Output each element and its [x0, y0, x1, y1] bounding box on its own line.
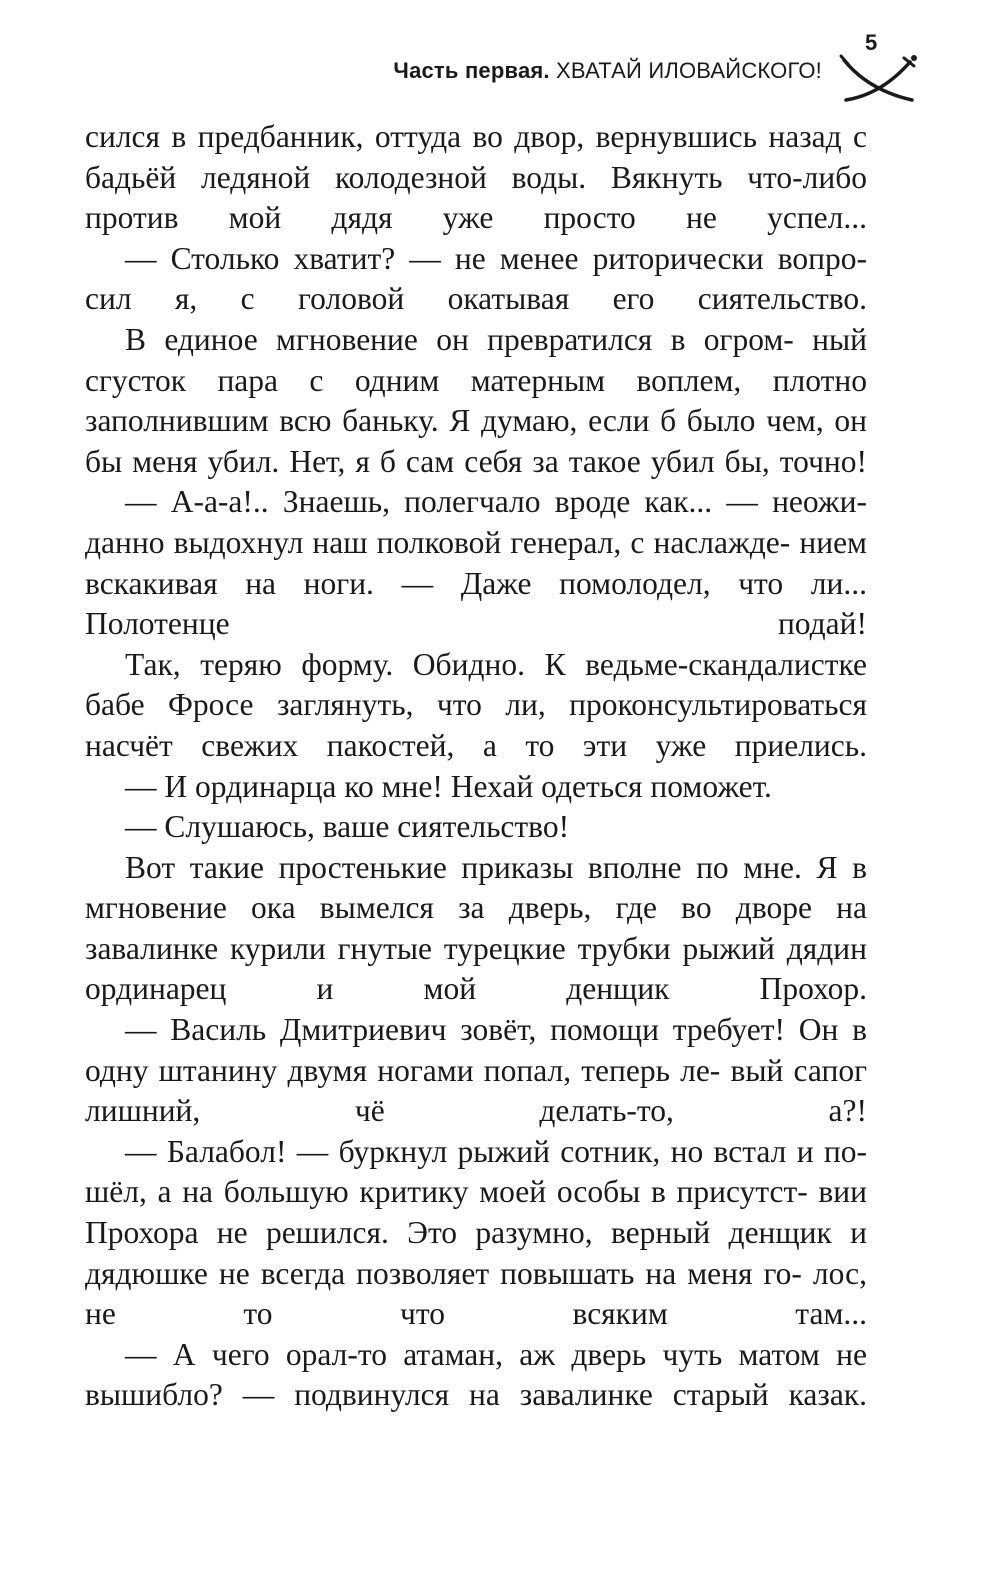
text-line: ный сгусток пара с одним матерным воплем, плотно [85, 321, 867, 398]
text-line: насчёт свежих пакостей, а то эти уже приелись. [85, 727, 867, 763]
text-line: и дядюшке не всегда позволяет повышать на меня го- [85, 1215, 868, 1291]
text-line: — А чего орал-то атаман, аж дверь чуть матом [125, 1336, 820, 1372]
text-line: Я в мгновение ока вымелся за дверь, где во дворе [85, 849, 867, 926]
paragraph [85, 645, 867, 767]
text-line: он бы меня убил. Нет, я б сам себя за такое убил бы, [85, 403, 867, 479]
text-line: на завалинке курили гнутые турецкие трубки рыжий [85, 890, 867, 966]
paragraph [85, 1010, 867, 1132]
paragraph [85, 848, 867, 1010]
crossed-sabers-icon [838, 50, 920, 104]
text-line: Он в одну штанину двумя ногами попал, теперь ле- [85, 1012, 867, 1088]
paragraph [85, 239, 867, 320]
paragraph [85, 767, 867, 808]
text-line: сился в предбанник, оттуда во двор, вернувшись назад [85, 119, 842, 154]
text-line: — И ординарца ко мне! Нехай одеться поможет. [125, 768, 772, 804]
running-head [393, 58, 822, 84]
part-label: Часть первая. [393, 58, 550, 83]
text-line: вии Прохора не решился. Это разумно, верный денщик [85, 1174, 868, 1251]
text-line: данно выдохнул наш полковой генерал, с наслажде- [85, 524, 791, 560]
paragraph [85, 1335, 867, 1416]
text-line: Так, теряю форму. Обидно. К ведьме-скандалистке [125, 646, 867, 682]
paragraph [85, 117, 867, 239]
text-line: дядин ординарец и мой денщик Прохор. [85, 930, 868, 1007]
text-line: заполнившим всю баньку. Я думаю, если б было чем, [85, 403, 824, 439]
text-line: — Столько хватит? — не менее риторически вопро- [125, 240, 867, 276]
body-text [85, 117, 867, 1416]
text-line: шёл, а на большую критику моей особы в присутст- [85, 1174, 808, 1210]
text-line: против мой дядя уже просто не успел... [85, 200, 867, 236]
text-line: с бадьёй ледяной колодезной воды. Вякнуть что-либо [85, 119, 867, 195]
text-line: нием вскакивая на ноги. — Даже помолодел, что ли... [85, 524, 867, 601]
text-line: лос, не то что всяким там... [85, 1255, 867, 1332]
text-line: — А-а-а!.. Знаешь, полегчало вроде как... — неожи- [125, 484, 867, 520]
text-line: В единое мгновение он превратился в огром- [125, 321, 794, 357]
paragraph [85, 807, 867, 848]
text-line: — Василь Дмитриевич зовёт, помощи требует! [125, 1012, 785, 1048]
chapter-title: ХВАТАЙ ИЛОВАЙСКОГО! [556, 58, 822, 83]
paragraph [85, 320, 867, 482]
text-line: вый сапог лишний, чё делать-то, а?! [85, 1052, 867, 1129]
text-line: бабе Фросе заглянуть, что ли, проконсультироваться [85, 687, 867, 723]
text-line: точно! [779, 443, 868, 479]
text-line: Вот такие простенькие приказы вполне по мне. [125, 849, 802, 885]
text-line: сил я, с головой окатывая его сиятельство. [85, 281, 867, 317]
text-line: — Слушаюсь, ваше сиятельство! [125, 809, 570, 845]
text-line: Полотенце подай! [85, 606, 867, 642]
text-line: не вышибло? — подвинулся на завалинке старый казак. [85, 1336, 867, 1413]
paragraph [85, 482, 867, 644]
page-number: 5 [865, 30, 878, 55]
paragraph [85, 1132, 867, 1335]
text-line: — Балабол! — буркнул рыжий сотник, но встал и по- [125, 1133, 867, 1169]
